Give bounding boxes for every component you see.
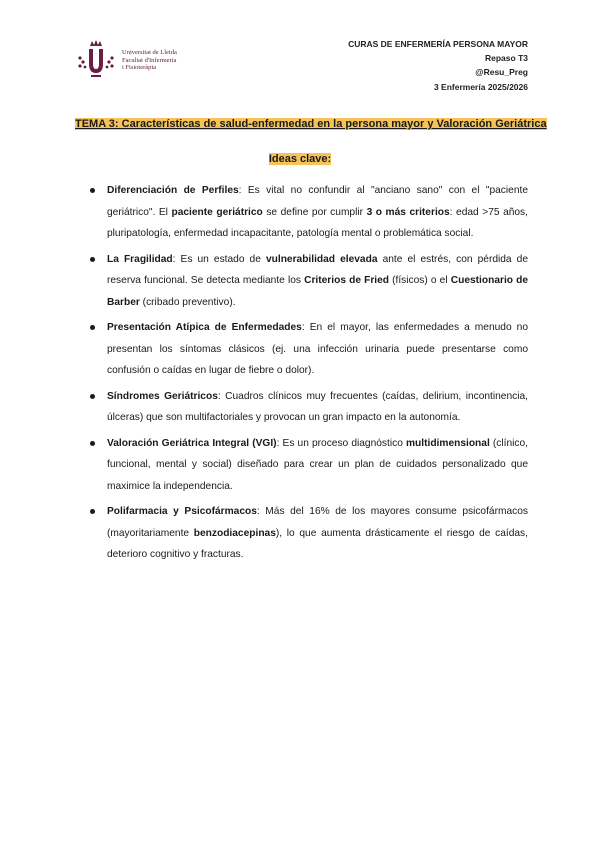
key-ideas-list <box>90 180 528 570</box>
logo-wordmark <box>122 49 177 72</box>
academic-year: 3 Enfermería 2025/2026 <box>433 81 528 92</box>
document-header <box>348 37 528 94</box>
point-text: se define por cumplir <box>262 206 367 218</box>
list-item <box>90 386 528 429</box>
point-term: 3 o más criterios <box>366 206 450 218</box>
point-term: paciente geriátrico <box>171 206 263 218</box>
point-text: : Es vital no confundir al "anciano sano" con el "paciente geriátrico". El <box>107 185 528 218</box>
logo-line-2: Facultat d'Infermeria <box>122 56 177 64</box>
list-item <box>90 317 528 382</box>
author-handle: @Resu_Preg <box>475 67 528 78</box>
bullet-icon <box>90 441 95 446</box>
point-term: benzodiacepinas <box>193 527 276 539</box>
section-heading-text: Ideas clave: <box>268 153 332 165</box>
page-title-text: TEMA 3: Características de salud-enfermedad en la persona mayor y Valoración Geriátrica <box>75 118 547 130</box>
list-item <box>90 433 528 498</box>
university-logo <box>74 40 194 80</box>
point-text: : Cuadros clínicos muy frecuentes (caídas, delirium, incontinencia, úlceras) que son multifactoriales y provocan un gran impacto en la autonomía. <box>107 390 528 423</box>
point-text: : En el mayor, las enfermedades a menudo no presentan los síntomas clásicos (ej. una infección urinaria puede presentarse como confusión o caídas en lugar de fiebre o dolor). <box>107 322 529 376</box>
logo-line-3: i Fisioteràpia <box>122 64 157 71</box>
bullet-icon <box>90 188 95 193</box>
logo-line-1: Universitat de Lleida <box>122 49 177 56</box>
point-text: : Es un estado de <box>172 253 266 265</box>
page-title <box>75 118 547 130</box>
section-heading <box>0 153 600 165</box>
point-text: (clínico, funcional, mental y social) diseñado para crear un plan de cuidados personalizado que maximice la independencia. <box>107 437 528 492</box>
point-term: Criterios de Fried <box>304 275 390 286</box>
point-term: Presentación Atípica de Enfermedades <box>107 322 302 333</box>
university-crest-icon <box>74 40 118 80</box>
list-item <box>90 501 528 566</box>
bullet-icon <box>90 509 95 514</box>
point-text: (físicos) o el <box>389 275 451 286</box>
list-item <box>90 249 528 314</box>
point-text: : Más del 16% de los mayores consume psicofármacos (mayoritariamente <box>107 506 528 539</box>
point-text: ante el estrés, con pérdida de reserva funcional. Se detecta mediante los <box>107 253 528 286</box>
point-term: multidimensional <box>406 437 490 449</box>
course-name: CURAS DE ENFERMERÍA PERSONA MAYOR <box>348 39 528 49</box>
bullet-icon <box>90 325 95 330</box>
point-text: (cribado preventivo). <box>139 296 236 308</box>
bullet-icon <box>90 257 95 262</box>
point-text: ), lo que aumenta drásticamente el riesgo de caídas, deterioro cognitivo y fracturas. <box>107 527 528 560</box>
point-term: Valoración Geriátrica Integral (VGI) <box>107 437 277 449</box>
point-term: Cuestionario de Barber <box>107 275 529 308</box>
point-text: : Es un proceso diagnóstico <box>276 437 406 449</box>
point-term: Diferenciación de Perfiles <box>107 185 239 196</box>
point-term: Síndromes Geriátricos <box>107 390 218 402</box>
point-term: vulnerabilidad elevada <box>265 253 378 265</box>
point-text: : edad >75 años, pluripatología, enfermedad incapacitante, patología mental o problemática social. <box>107 206 528 239</box>
bullet-icon <box>90 394 95 399</box>
point-term: La Fragilidad <box>107 253 173 265</box>
list-item <box>90 180 528 245</box>
point-term: Polifarmacia y Psicofármacos <box>107 506 257 517</box>
unit-label: Repaso T3 <box>485 53 528 64</box>
